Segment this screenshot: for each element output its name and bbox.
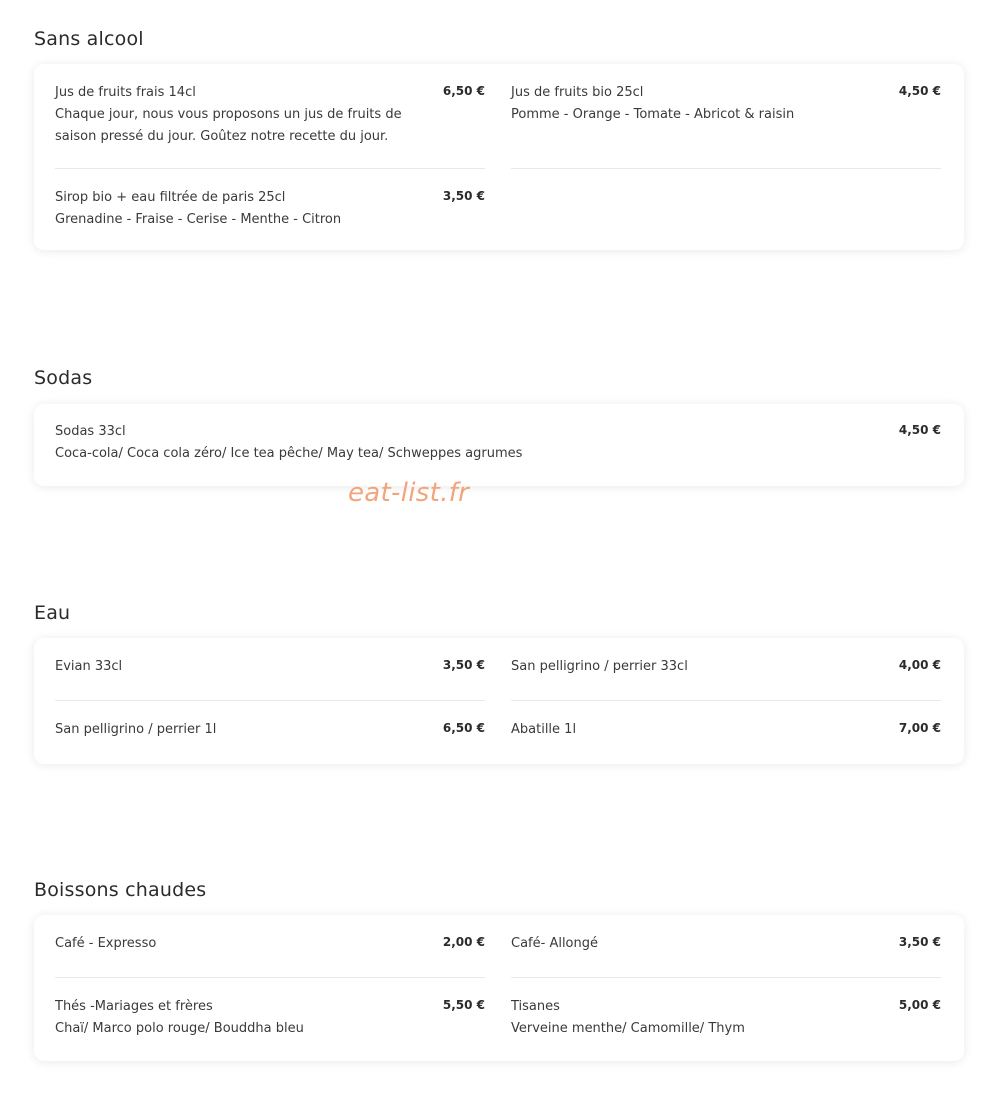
section-title: Sans alcool	[34, 28, 144, 50]
item-name: Evian 33cl	[55, 659, 123, 674]
section-sodas	[34, 365, 964, 490]
menu-item-thes	[55, 996, 485, 1040]
item-price: 5,00 €	[898, 998, 941, 1012]
item-name: Jus de fruits bio 25cl	[511, 85, 644, 100]
divider	[55, 977, 485, 978]
menu-card	[34, 64, 964, 250]
watermark: eat-list.fr	[348, 478, 470, 508]
item-name: San pelligrino / perrier 1l	[55, 722, 217, 737]
menu-card	[34, 638, 964, 764]
menu-card	[34, 404, 964, 486]
menu-item-abatille	[511, 719, 941, 741]
menu-item-jus-de-fruits-bio	[511, 82, 941, 126]
section-title: Boissons chaudes	[34, 879, 207, 901]
item-name: Sodas 33cl	[55, 424, 126, 439]
menu-item-san-pelligrino-1l	[55, 719, 485, 741]
item-price: 5,50 €	[442, 998, 485, 1012]
section-sans-alcool	[34, 26, 964, 256]
item-price: 6,50 €	[442, 721, 485, 735]
divider	[511, 168, 941, 169]
menu-item-cafe-allonge	[511, 933, 941, 955]
menu-item-sodas	[55, 421, 941, 465]
item-name: Café - Expresso	[55, 936, 157, 951]
item-name: Sirop bio + eau filtrée de paris 25cl	[55, 190, 286, 205]
item-name: Thés -Mariages et frères	[55, 999, 213, 1014]
item-description: Chaï/ Marco polo rouge/ Bouddha bleu	[55, 1021, 304, 1036]
item-description: Coca-cola/ Coca cola zéro/ Ice tea pêche/ May tea/ Schweppes agrumes	[55, 446, 523, 461]
menu-card	[34, 915, 964, 1061]
menu-item-san-pelligrino-33cl	[511, 656, 941, 678]
menu-item-cafe-expresso	[55, 933, 485, 955]
item-price: 4,00 €	[898, 658, 941, 672]
menu-item-evian	[55, 656, 485, 678]
divider	[55, 700, 485, 701]
divider	[511, 977, 941, 978]
item-name: Café- Allongé	[511, 936, 599, 951]
item-description: Verveine menthe/ Camomille/ Thym	[511, 1021, 745, 1036]
item-description: Grenadine - Fraise - Cerise - Menthe - Citron	[55, 212, 342, 227]
section-title: Sodas	[34, 367, 93, 389]
menu-item-tisanes	[511, 996, 941, 1040]
item-description: Chaque jour, nous vous proposons un jus de fruits de saison pressé du jour. Goûtez notre recette du jour.	[55, 107, 402, 144]
divider	[55, 168, 485, 169]
section-title: Eau	[34, 602, 71, 624]
item-price: 7,00 €	[898, 721, 941, 735]
divider	[511, 700, 941, 701]
item-price: 2,00 €	[442, 935, 485, 949]
item-price: 3,50 €	[442, 189, 485, 203]
item-price: 6,50 €	[442, 84, 485, 98]
item-name: San pelligrino / perrier 33cl	[511, 659, 688, 674]
menu-item-jus-de-fruits-frais	[55, 82, 485, 148]
section-eau	[34, 600, 964, 770]
item-name: Tisanes	[511, 999, 560, 1014]
item-description: Pomme - Orange - Tomate - Abricot & raisin	[511, 107, 795, 122]
item-name: Jus de fruits frais 14cl	[55, 85, 196, 100]
menu-item-sirop-bio	[55, 187, 485, 231]
item-price: 3,50 €	[898, 935, 941, 949]
item-name: Abatille 1l	[511, 722, 577, 737]
item-price: 3,50 €	[442, 658, 485, 672]
item-price: 4,50 €	[898, 423, 941, 437]
section-boissons-chaudes	[34, 877, 964, 1067]
item-price: 4,50 €	[898, 84, 941, 98]
